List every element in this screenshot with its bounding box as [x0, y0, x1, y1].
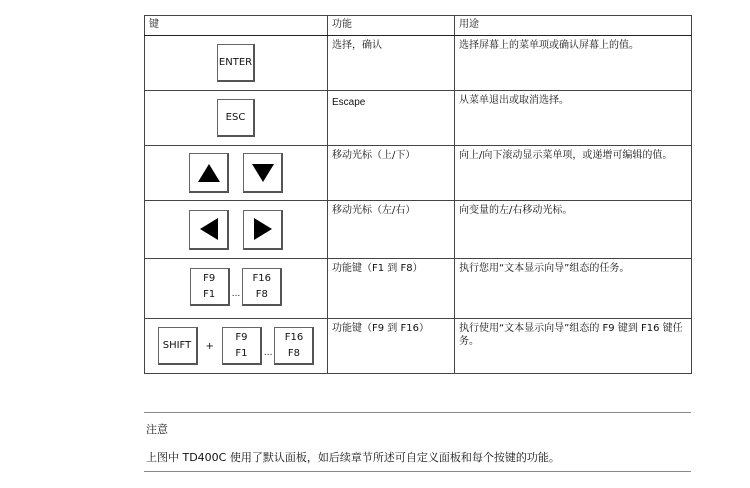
- left-arrow-key: [189, 210, 229, 250]
- usage-cell: 向上/向下滚动显示菜单项，或递增可编辑的值。: [455, 146, 692, 201]
- function-key-group: [190, 268, 283, 306]
- table-row: [145, 319, 692, 374]
- key-cell: [145, 146, 328, 201]
- table-row: [145, 36, 692, 91]
- right-arrow-key: [243, 210, 283, 250]
- key-cell: [145, 36, 328, 91]
- down-arrow-key: [243, 153, 283, 193]
- f16-f8-key: [242, 268, 282, 306]
- down-arrow-icon: [252, 164, 274, 182]
- header-usage: 用途: [455, 16, 692, 36]
- up-arrow-icon: [198, 164, 220, 182]
- f1-label: F1: [235, 348, 248, 359]
- table-row: [145, 259, 692, 319]
- function-cell: 功能键（F9 到 F16）: [328, 319, 455, 374]
- key-cell: [145, 319, 328, 374]
- enter-key: ENTER: [217, 44, 255, 82]
- key-function-table: [144, 15, 692, 374]
- f16-label: F16: [284, 332, 304, 343]
- usage-cell: 从菜单退出或取消选择。: [455, 91, 692, 146]
- f8-label: F8: [287, 348, 301, 359]
- note-title: 注意: [146, 423, 168, 436]
- f9-f1-key: [190, 268, 230, 306]
- usage-cell: 执行您用“文本显示向导”组态的任务。: [455, 259, 692, 319]
- right-arrow-icon: [254, 218, 272, 240]
- table-row: [145, 91, 692, 146]
- usage-cell: 选择屏幕上的菜单项或确认屏幕上的值。: [455, 36, 692, 91]
- table-header-row: [145, 16, 692, 36]
- key-cell: [145, 91, 328, 146]
- f8-label: F8: [255, 288, 268, 300]
- function-cell: 移动光标（左/右）: [328, 201, 455, 259]
- function-cell: 功能键（F1 到 F8）: [328, 259, 455, 319]
- note-top-divider: [144, 412, 691, 413]
- f16-label: F16: [252, 272, 272, 284]
- key-cell: [145, 259, 328, 319]
- function-cell: 选择，确认: [328, 36, 455, 91]
- f9-label: F9: [235, 332, 248, 343]
- f9-label: F9: [203, 272, 216, 284]
- note-bottom-divider: [144, 471, 691, 472]
- usage-cell: 向变量的左/右移动光标。: [455, 201, 692, 259]
- header-key: 键: [145, 16, 328, 36]
- function-cell: 移动光标（上/下）: [328, 146, 455, 201]
- f9-f1-key: [222, 327, 262, 365]
- usage-cell: 执行使用“文本显示向导”组态的 F9 键到 F16 键任务。: [455, 319, 692, 374]
- shift-key: SHIFT: [158, 327, 198, 365]
- f16-f8-key: [274, 327, 314, 365]
- left-arrow-icon: [200, 218, 218, 240]
- function-cell: Escape: [328, 91, 455, 146]
- header-function: 功能: [328, 16, 455, 36]
- ellipsis: ...: [263, 348, 273, 358]
- function-key-group: [222, 327, 315, 365]
- up-arrow-key: [189, 153, 229, 193]
- esc-key: ESC: [217, 99, 255, 137]
- f1-label: F1: [203, 288, 216, 300]
- note-body: 上图中 TD400C 使用了默认面板，如后续章节所述可自定义面板和每个按键的功能。: [146, 451, 560, 464]
- ellipsis: ...: [231, 288, 241, 299]
- key-cell: [145, 201, 328, 259]
- table-row: [145, 201, 692, 259]
- table-row: [145, 146, 692, 201]
- plus-sign: +: [205, 340, 214, 352]
